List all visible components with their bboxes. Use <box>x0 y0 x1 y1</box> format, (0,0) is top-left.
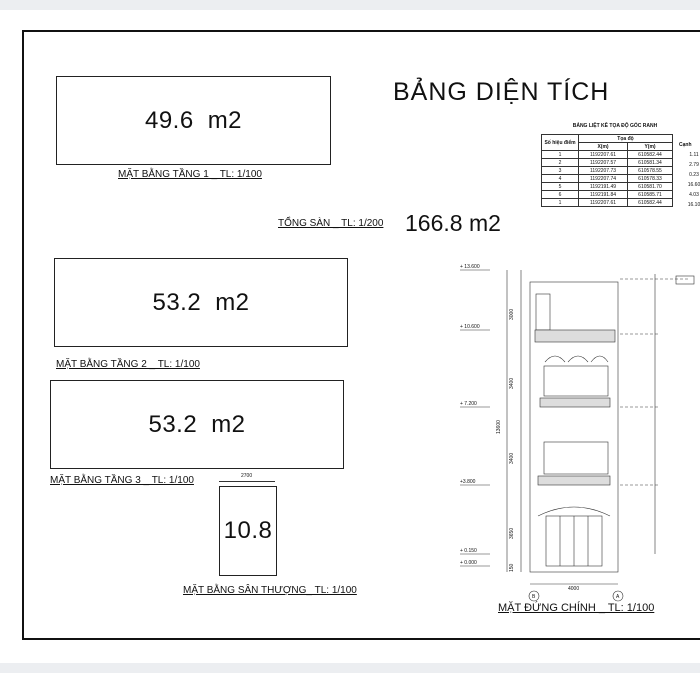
floor-2-area-text <box>152 289 249 317</box>
table-row <box>542 175 673 183</box>
floor-2-area-value: 53.2 <box>152 288 202 316</box>
table-row <box>542 159 673 167</box>
col-y: Y(m) <box>628 143 673 151</box>
floor-1-area-box <box>56 76 331 165</box>
floor-3-caption-text: MẶT BẰNG TẦNG 3 _ TL: 1/100 <box>50 475 194 486</box>
drawing-sheet <box>0 10 700 663</box>
balcony-level-3 <box>540 398 610 407</box>
level-label: +3.800 <box>460 479 476 485</box>
dim-label: 150 <box>509 563 515 572</box>
terrace-caption-text: MẶT BẰNG SÂN THƯỢNG_ TL: 1/100 <box>183 585 357 596</box>
coordinate-table <box>541 123 700 207</box>
terrace-width-dim: 2700 <box>241 473 253 479</box>
col-coord: Tọa độ <box>579 135 673 143</box>
level-label: + 13.600 <box>460 264 480 270</box>
axis-label-a: A <box>616 594 620 600</box>
row-y: 610582.44 <box>628 151 673 159</box>
total-floor-label: TỔNG SÀN _ TL: 1/200 <box>278 218 384 229</box>
floor-3-caption <box>50 475 194 486</box>
terrace-caption <box>183 585 357 596</box>
dim-label: 13600 <box>496 420 502 434</box>
level-label: + 7.200 <box>460 401 477 407</box>
floor-3-area-box <box>50 380 344 469</box>
edge-values <box>687 150 700 210</box>
row-id: 1 <box>542 199 579 207</box>
balcony-level-2 <box>538 476 610 485</box>
front-elevation-drawing <box>450 254 700 614</box>
row-id: 4 <box>542 175 579 183</box>
floor-1-caption <box>118 169 262 180</box>
edge-value: 1.11 <box>689 152 699 158</box>
total-floor-value: 166.8 m2 <box>405 210 501 236</box>
coordinate-table-title: BẢNG LIỆT KÊ TỌA ĐỘ GÓC RANH <box>572 123 658 129</box>
floor-2-area-unit: m2 <box>215 288 250 316</box>
row-y: 610581.34 <box>628 159 673 167</box>
row-x: 1192207.57 <box>579 159 628 167</box>
table-row <box>542 151 673 159</box>
entrance-arch <box>538 507 610 516</box>
level-label: + 0.150 <box>460 548 477 554</box>
row-id: 3 <box>542 167 579 175</box>
row-id: 5 <box>542 183 579 191</box>
floor-1-caption-text: MẶT BẰNG TẦNG 1 _ TL: 1/100 <box>118 169 262 180</box>
row-x: 1192207.74 <box>579 175 628 183</box>
floor-3-area-value: 53.2 <box>148 410 198 438</box>
row-y: 610585.71 <box>628 191 673 199</box>
row-y: 610578.55 <box>628 167 673 175</box>
coordinate-rows <box>542 151 673 207</box>
row-id: 2 <box>542 159 579 167</box>
page-title: BẢNG DIỆN TÍCH <box>393 78 610 106</box>
row-x: 1192207.61 <box>579 151 628 159</box>
dim-label: 3400 <box>509 452 515 464</box>
floor-3-area-text <box>148 411 245 439</box>
level-label: + 10.600 <box>460 324 480 330</box>
table-row <box>542 199 673 207</box>
dim-label: 3650 <box>509 527 515 539</box>
row-id: 6 <box>542 191 579 199</box>
terrace-dim-line <box>219 481 275 482</box>
terrace-area-value: 10.8 <box>223 517 273 544</box>
floor-2-caption <box>56 359 200 370</box>
col-x: X(m) <box>579 143 628 151</box>
arches-level-3 <box>545 356 608 362</box>
edge-value: 4.03 <box>689 192 699 198</box>
terrace-area-box <box>219 486 277 576</box>
row-x: 1192207.61 <box>579 199 628 207</box>
edge-value: 16.10 <box>687 202 700 208</box>
stair-window <box>536 294 550 330</box>
level-label: + 0.000 <box>460 560 477 566</box>
floor-1-area-unit: m2 <box>207 106 243 134</box>
table-row <box>542 183 673 191</box>
row-x: 1192207.73 <box>579 167 628 175</box>
hatch-symbol <box>676 276 694 284</box>
table-row <box>542 167 673 175</box>
edge-value: 16.60 <box>687 182 700 188</box>
table-row <box>542 191 673 199</box>
floor-3-area-unit: m2 <box>211 410 246 438</box>
width-dim-label: 4000 <box>568 586 580 592</box>
floor-1-area-text <box>145 107 242 135</box>
row-y: 610578.33 <box>628 175 673 183</box>
windows-level-2 <box>544 442 608 474</box>
floor-1-area-value: 49.6 <box>144 106 194 134</box>
dim-label: 3000 <box>509 308 515 320</box>
coordinate-grid <box>541 134 673 207</box>
row-x: 1192191.49 <box>579 183 628 191</box>
elevation-caption-text: MẶT ĐỨNG CHÍNH _ TL: 1/100 <box>498 602 655 614</box>
edge-header: Cạnh <box>679 142 692 148</box>
row-y: 610581.70 <box>628 183 673 191</box>
row-id: 1 <box>542 151 579 159</box>
dim-label: 3400 <box>509 377 515 389</box>
axis-label-b: B <box>532 594 536 600</box>
windows-level-3 <box>544 366 608 396</box>
edge-value: 0.23 <box>689 172 699 178</box>
col-point: Số hiệu điểm <box>542 135 579 151</box>
elevation-caption <box>498 602 654 614</box>
edge-value: 2.79 <box>689 162 699 168</box>
balcony-top <box>535 330 615 342</box>
floor-2-caption-text: MẶT BẰNG TẦNG 2 _ TL: 1/100 <box>56 359 200 370</box>
floor-2-area-box <box>54 258 348 347</box>
row-x: 1192191.84 <box>579 191 628 199</box>
row-y: 610582.44 <box>628 199 673 207</box>
